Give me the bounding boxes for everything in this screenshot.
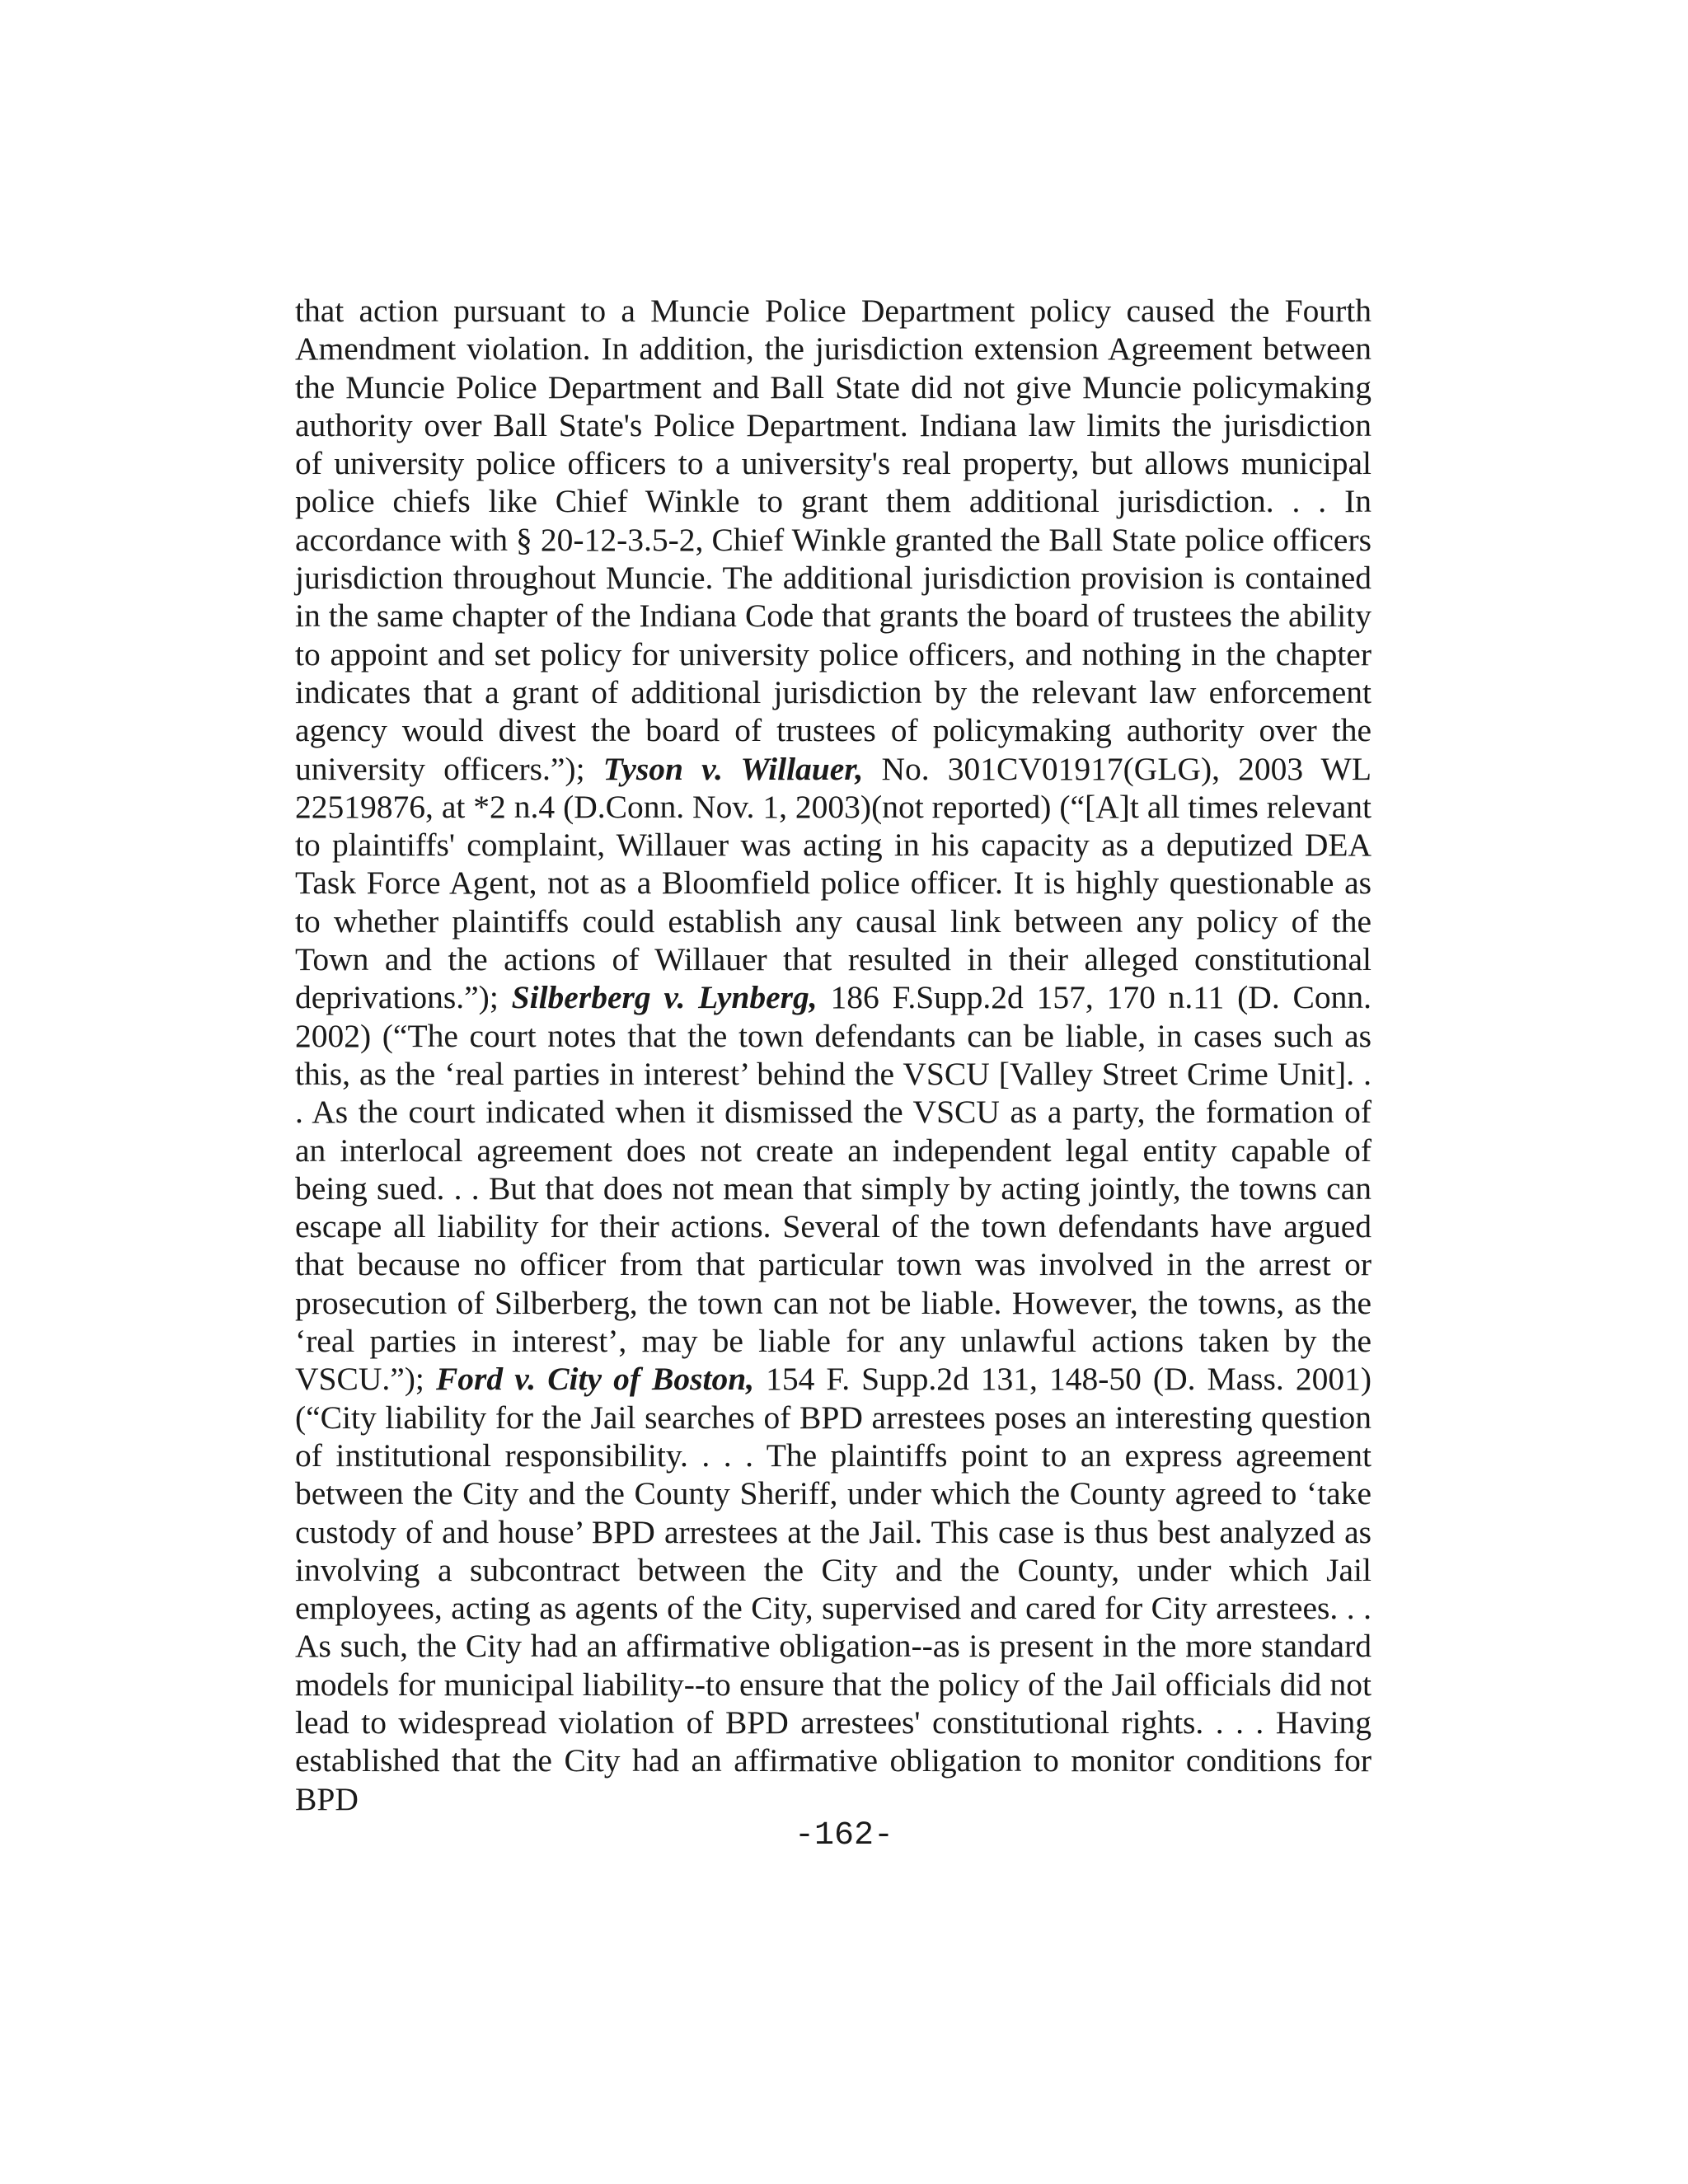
body-text-segment: 186 F.Supp.2d 157, 170 n.11 (D. Conn. 2002) (“The court notes that the town defendants can be liable, in cases such as this, as the ‘real parties in interest’ behind the VSCU [Valley Street Crime Unit]. . . As the court indicated when it dismissed the VSCU as a party, the formation of an interlocal agreement does not create an independent legal entity capable of being sued. . . But that does not mean that simply by acting jointly, the towns can escape all liability for their actions. Several of the town defendants have argued that because no officer from that particular town was involved in the arrest or prosecution of Silberberg, the town can not be liable. However, the towns, as the ‘real parties in interest’, may be liable for any unlawful actions taken by the VSCU.”); (295, 979, 1372, 1398)
body-text-segment: No. 301CV01917(GLG), 2003 WL 22519876, at *2 n.4 (D.Conn. Nov. 1, 2003)(not reported) (“[A]t all times relevant to plaintiffs' complaint, Willauer was acting in his capacity as a deputized DEA Task Force Agent, not as a Bloomfield police officer. It is highly questionable as to whether plaintiffs could establish any causal link between any policy of the Town and the actions of Willauer that resulted in their alleged constitutional deprivations.”); (295, 750, 1372, 1016)
case-citation-ford: Ford v. City of Boston, (435, 1361, 755, 1398)
body-text-segment: that action pursuant to a Muncie Police Department policy caused the Fourth Amendment violation. In addition, the jurisdiction extension Agreement between the Muncie Police Department and Ball State did not give Muncie policymaking authority over Ball State's Police Department. Indiana law limits the jurisdiction of university police officers to a university's real property, but allows municipal police chiefs like Chief Winkle to grant them additional jurisdiction. . . In accordance with § 20-12-3.5-2, Chief Winkle granted the Ball State police officers jurisdiction throughout Muncie. The additional jurisdiction provision is contained in the same chapter of the Indiana Code that grants the board of trustees the ability to appoint and set policy for university police officers, and nothing in the chapter indicates that a grant of additional jurisdiction by the relevant law enforcement agency would divest the board of trustees of policymaking authority over the university officers.”); (295, 293, 1372, 787)
page-number: -162- (794, 1817, 894, 1854)
body-paragraph (295, 292, 1372, 1818)
case-citation-tyson: Tyson v. Willauer, (603, 750, 864, 787)
body-text-segment: 154 F. Supp.2d 131, 148-50 (D. Mass. 2001) (“City liability for the Jail searches of BPD arrestees poses an interesting question of institutional responsibility. . . . The plaintiffs point to an express agreement between the City and the County Sheriff, under which the County agreed to ‘take custody of and house’ BPD arrestees at the Jail. This case is thus best analyzed as involving a subcontract between the City and the County, under which Jail employees, acting as agents of the City, supervised and cared for City arrestees. . . As such, the City had an affirmative obligation--as is present in the more standard models for municipal liability--to ensure that the policy of the Jail officials did not lead to widespread violation of BPD arrestees' constitutional rights. . . . Having established that the City had an affirmative obligation to monitor conditions for BPD (295, 1361, 1372, 1817)
case-citation-silberberg: Silberberg v. Lynberg, (511, 979, 818, 1016)
